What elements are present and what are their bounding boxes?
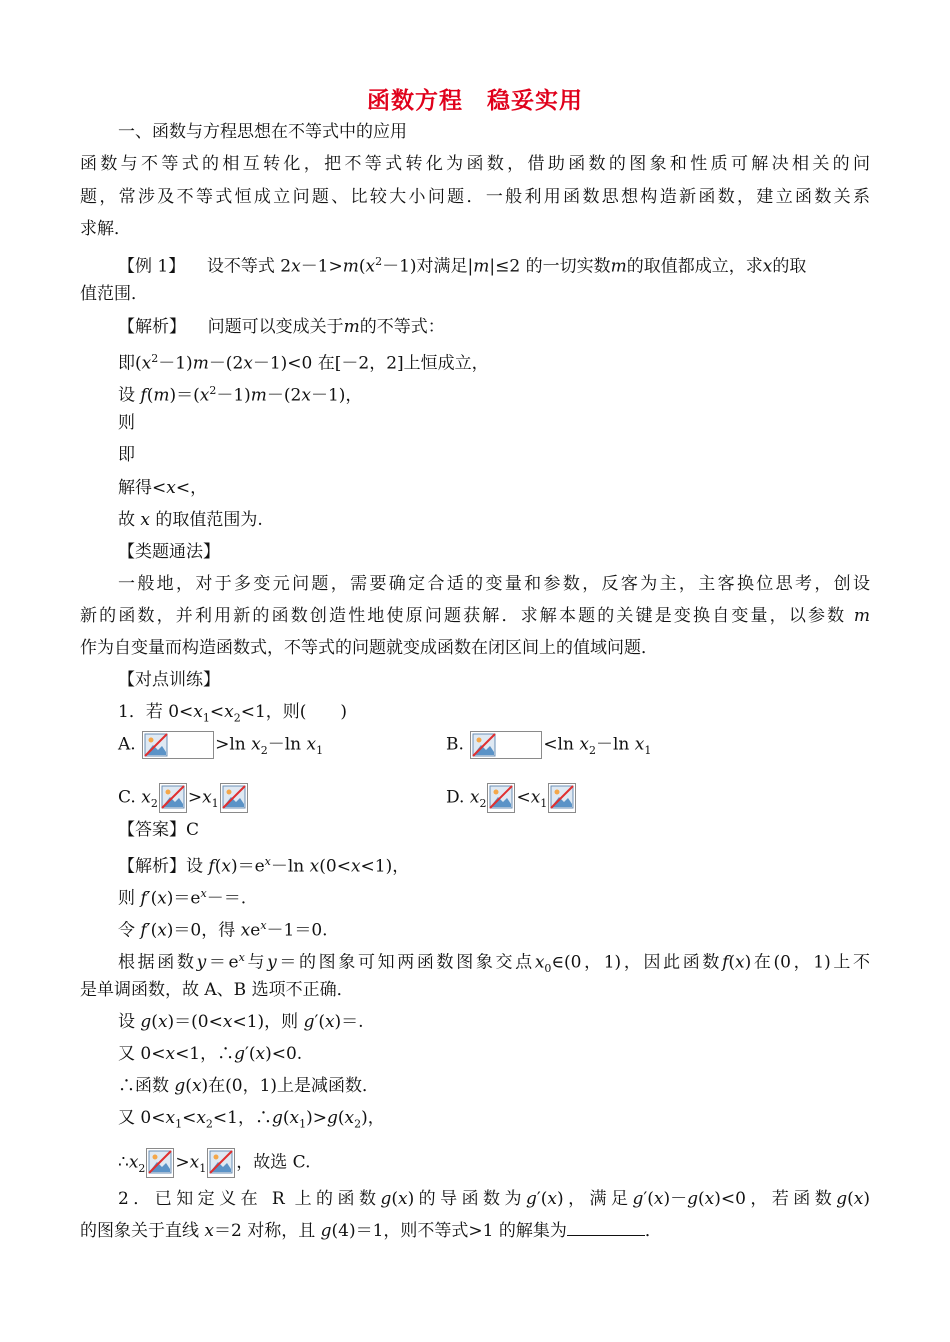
text: < bbox=[209, 702, 225, 722]
analysis-1-line-3: 则 bbox=[118, 413, 135, 433]
page-title: 函数方程 稳妥实用 bbox=[367, 87, 583, 114]
text: (4)＝1，则不等式>1 的解集为 bbox=[331, 1221, 567, 1241]
answer bbox=[118, 818, 199, 842]
var: x bbox=[128, 1152, 139, 1173]
text: 的取值范围为. bbox=[155, 510, 263, 530]
analysis-label: 【解析】 bbox=[118, 856, 186, 877]
broken-image-icon bbox=[146, 1148, 174, 1178]
var: x bbox=[365, 256, 376, 277]
var: x bbox=[397, 1189, 408, 1209]
sub: 2 bbox=[205, 1117, 213, 1131]
var: f bbox=[140, 888, 147, 909]
text: ＝2 对称，且 bbox=[214, 1221, 316, 1241]
text: )在(0，1)上不 bbox=[744, 952, 871, 973]
broken-image-icon bbox=[159, 783, 187, 813]
text: ∴ bbox=[118, 1152, 129, 1173]
text: 设 bbox=[118, 1012, 135, 1032]
var: x bbox=[469, 787, 480, 808]
text: 根据函数 bbox=[118, 952, 197, 973]
sub: 1 bbox=[316, 743, 324, 757]
var: g bbox=[687, 1189, 698, 1209]
text: ． bbox=[644, 1221, 662, 1241]
example-1 bbox=[118, 250, 806, 279]
option-label: B. bbox=[446, 734, 464, 755]
text: ( bbox=[697, 1189, 705, 1209]
text: ) bbox=[863, 1189, 870, 1209]
sub: 2 bbox=[354, 1117, 362, 1131]
sub: 2 bbox=[150, 796, 158, 810]
text: )的导函数为 bbox=[407, 1189, 526, 1209]
text: )＝(0< bbox=[167, 1012, 223, 1032]
text: －1)， bbox=[310, 385, 363, 406]
analysis-2-line-10 bbox=[118, 1148, 310, 1181]
text: )> bbox=[306, 1108, 327, 1128]
analysis-1-line-2 bbox=[118, 379, 362, 408]
text: 的取 bbox=[772, 256, 807, 277]
method-line-2-wrap bbox=[80, 604, 870, 628]
text: 解得< bbox=[118, 478, 167, 498]
var: x bbox=[196, 1108, 206, 1128]
text: <1，∴ bbox=[212, 1108, 272, 1128]
analysis-1-head bbox=[118, 315, 445, 339]
var: x bbox=[202, 787, 212, 808]
analysis-2-line-7 bbox=[118, 1042, 302, 1066]
text: > bbox=[175, 1152, 190, 1173]
sub: 2 bbox=[260, 743, 268, 757]
text: 则 bbox=[118, 888, 135, 909]
text: < bbox=[516, 787, 531, 808]
text: ( bbox=[151, 1012, 158, 1032]
text: －ln bbox=[270, 856, 305, 877]
sub: 1 bbox=[175, 1117, 183, 1131]
text: )，满足 bbox=[556, 1189, 633, 1209]
intro-line-2: 题，常涉及不等式恒成立问题、比较大小问题．一般利用函数思想构造新函数，建立函数关系 bbox=[80, 187, 870, 207]
text: ( bbox=[391, 1189, 398, 1209]
sub: 2 bbox=[588, 743, 596, 757]
method-label: 【类题通法】 bbox=[118, 542, 220, 562]
analysis-2-line-6 bbox=[118, 1010, 364, 1034]
var: x bbox=[547, 1189, 557, 1209]
sub: 1 bbox=[211, 796, 219, 810]
text: 的不等式： bbox=[359, 317, 445, 337]
method-line-3: 作为自变量而构造函数式，不等式的问题就变成函数在闭区间上的值域问题． bbox=[80, 638, 658, 658]
text: 与 bbox=[244, 952, 268, 973]
text: <1)， bbox=[360, 856, 410, 877]
var: x bbox=[350, 856, 361, 877]
text: ( bbox=[358, 256, 366, 277]
var: x bbox=[141, 353, 152, 374]
answer-value: C bbox=[186, 820, 200, 840]
analysis-1-line-6 bbox=[118, 508, 263, 532]
text: )＝e bbox=[166, 888, 201, 909]
text: 令 bbox=[118, 920, 135, 941]
text: ( bbox=[214, 856, 222, 877]
var: x bbox=[762, 256, 773, 277]
analysis-2-line-2 bbox=[118, 882, 246, 911]
text: )<0. bbox=[265, 1044, 303, 1064]
text: > bbox=[187, 787, 203, 808]
var: x bbox=[193, 702, 203, 722]
text: <1)，则 bbox=[232, 1012, 299, 1032]
text: ( bbox=[282, 1108, 290, 1128]
text: )＝. bbox=[334, 1012, 364, 1032]
var: x bbox=[189, 1152, 200, 1173]
text: e bbox=[250, 920, 261, 941]
example-label: 【例 1】 bbox=[118, 256, 186, 277]
var: x bbox=[579, 734, 589, 755]
text: ′( bbox=[146, 888, 158, 909]
text: )在(0，1)上是减函数． bbox=[201, 1076, 380, 1096]
var: x bbox=[255, 1044, 266, 1064]
sub: 2 bbox=[233, 711, 241, 725]
text: 又 0< bbox=[118, 1044, 166, 1064]
intro-line-1: 函数与不等式的相互转化，把不等式转化为函数，借助函数的图象和性质可解决相关的问 bbox=[80, 154, 870, 174]
analysis-2-line-9 bbox=[118, 1106, 385, 1136]
sub: 2 bbox=[479, 796, 487, 810]
var: g bbox=[632, 1189, 644, 1209]
var: y bbox=[267, 952, 277, 973]
text: ′( bbox=[314, 1012, 325, 1032]
var: x bbox=[221, 856, 231, 877]
text: －ln bbox=[267, 734, 302, 755]
training-label: 【对点训练】 bbox=[118, 670, 220, 690]
question-2-line-1 bbox=[118, 1187, 870, 1211]
var: x bbox=[291, 256, 301, 277]
var: y bbox=[196, 952, 207, 973]
var: m bbox=[342, 256, 359, 277]
intro-line-3: 求解． bbox=[80, 219, 131, 239]
broken-image-icon bbox=[207, 1148, 235, 1178]
text: 问题可以变成关于 bbox=[207, 317, 344, 337]
var: g bbox=[271, 1108, 283, 1128]
text: ，故选 C. bbox=[236, 1152, 311, 1173]
text: －1) bbox=[158, 353, 193, 374]
text: ∈(0，1)，因此函数 bbox=[551, 952, 723, 973]
text: －ln bbox=[595, 734, 630, 755]
broken-image-icon bbox=[487, 783, 515, 813]
var: m bbox=[192, 353, 209, 374]
text: 即( bbox=[118, 353, 142, 374]
sub: 0 bbox=[544, 962, 552, 976]
var: x bbox=[306, 734, 317, 755]
option-d[interactable] bbox=[446, 783, 577, 816]
analysis-2-line-8 bbox=[118, 1074, 379, 1098]
text: 又 0< bbox=[118, 1108, 166, 1128]
var: g bbox=[303, 1012, 315, 1032]
var: x bbox=[260, 919, 267, 932]
var: x bbox=[735, 952, 745, 973]
var: m bbox=[853, 606, 870, 626]
var: g bbox=[234, 1044, 246, 1064]
analysis-2-line-4 bbox=[118, 946, 870, 981]
analysis-1-line-5 bbox=[118, 476, 207, 500]
section-heading: 一、函数与方程思想在不等式中的应用 bbox=[118, 122, 407, 142]
var: x bbox=[200, 887, 207, 900]
text: ∴函数 bbox=[118, 1076, 169, 1096]
var: g bbox=[174, 1076, 186, 1096]
option-a[interactable] bbox=[118, 731, 323, 763]
analysis-2-line-3 bbox=[118, 914, 328, 943]
text: －1> bbox=[300, 256, 343, 277]
var: x bbox=[166, 478, 176, 498]
text: )＝0，得 bbox=[166, 920, 236, 941]
var: x bbox=[165, 1108, 176, 1128]
text: 设不等式 2 bbox=[206, 256, 292, 277]
var: x bbox=[165, 1044, 176, 1064]
sub: 1 bbox=[299, 1117, 307, 1131]
var: f bbox=[140, 385, 147, 406]
text: <1，∴ bbox=[175, 1044, 235, 1064]
method-line-1: 一般地，对于多变元问题，需要确定合适的变量和参数，反客为主，主客换位思考，创设 bbox=[118, 574, 870, 594]
sub: 1 bbox=[202, 711, 210, 725]
method-line-2: 新的函数，并利用新的函数创造性地使原问题获解．求解本题的关键是变换自变量，以参数 bbox=[80, 606, 847, 626]
var: g bbox=[836, 1189, 848, 1209]
text: ′( bbox=[536, 1189, 548, 1209]
option-b[interactable] bbox=[446, 731, 651, 763]
broken-image-icon bbox=[142, 731, 214, 759]
sub: 1 bbox=[644, 743, 652, 757]
var: m bbox=[343, 317, 360, 337]
var: x bbox=[324, 1012, 335, 1032]
var: x bbox=[653, 1189, 664, 1209]
var: x bbox=[157, 920, 167, 941]
var: g bbox=[320, 1221, 332, 1241]
option-c[interactable] bbox=[118, 783, 249, 816]
text: －1＝0. bbox=[266, 920, 328, 941]
var: m bbox=[153, 385, 170, 406]
broken-image-icon bbox=[470, 731, 542, 759]
var: x bbox=[243, 353, 253, 374]
var: x bbox=[309, 856, 320, 877]
question-1 bbox=[118, 700, 347, 730]
broken-image-icon bbox=[548, 783, 576, 813]
var: g bbox=[326, 1108, 338, 1128]
text: ＝e bbox=[206, 952, 239, 973]
var: x bbox=[240, 920, 251, 941]
var: x bbox=[530, 787, 541, 808]
text: 1．若 0< bbox=[118, 702, 194, 722]
text: －1)<0 在[－2，2]上恒成立， bbox=[252, 353, 489, 374]
text: ＝的图象可知两函数图象交点 bbox=[276, 952, 535, 973]
var: x bbox=[264, 855, 271, 868]
var: x bbox=[224, 702, 234, 722]
var: g bbox=[140, 1012, 152, 1032]
var: x bbox=[344, 1108, 355, 1128]
var: g bbox=[380, 1189, 392, 1209]
option-label: A. bbox=[118, 734, 136, 755]
var: x bbox=[251, 734, 261, 755]
analysis-2-line-1 bbox=[118, 850, 409, 879]
var: f bbox=[208, 856, 215, 877]
example-1-line-2: 值范围． bbox=[80, 284, 148, 304]
sub: 2 bbox=[138, 1161, 146, 1175]
text: －1)对满足| bbox=[382, 256, 474, 277]
analysis-1-line-4: 即 bbox=[118, 445, 135, 465]
option-label: C. bbox=[118, 787, 136, 808]
analysis-2-line-5: 是单调函数，故 A、B 选项不正确． bbox=[80, 980, 354, 1000]
exp: 2 bbox=[209, 384, 217, 397]
var: x bbox=[141, 787, 151, 808]
text: (0< bbox=[319, 856, 351, 877]
var: x bbox=[222, 1012, 233, 1032]
text: ( bbox=[185, 1076, 192, 1096]
text: )＝( bbox=[169, 385, 200, 406]
text: ′( bbox=[245, 1044, 256, 1064]
exp: 2 bbox=[375, 255, 383, 268]
var: m bbox=[250, 385, 267, 406]
text: <ln bbox=[543, 734, 574, 755]
text: < bbox=[182, 1108, 197, 1128]
question-2-line-2 bbox=[80, 1219, 662, 1243]
text: ( bbox=[728, 952, 736, 973]
var: m bbox=[473, 256, 490, 277]
analysis-label: 【解析】 bbox=[118, 317, 186, 337]
text: 的图象关于直线 bbox=[80, 1221, 199, 1241]
text: |≤2 的一切实数 bbox=[489, 256, 611, 277]
text: )<0，若函数 bbox=[714, 1189, 837, 1209]
var: x bbox=[157, 888, 167, 909]
text: ( bbox=[847, 1189, 854, 1209]
text: 设 bbox=[118, 385, 135, 406]
text: )， bbox=[361, 1108, 385, 1128]
exp: 2 bbox=[151, 352, 159, 365]
var: x bbox=[204, 1221, 214, 1241]
var: x bbox=[634, 734, 645, 755]
broken-image-icon bbox=[220, 783, 248, 813]
var: x bbox=[289, 1108, 300, 1128]
text: )－ bbox=[663, 1189, 688, 1209]
var: x bbox=[853, 1189, 864, 1209]
analysis-1-line-1 bbox=[118, 347, 489, 376]
var: x bbox=[191, 1076, 202, 1096]
var: f bbox=[140, 920, 147, 941]
text: 的取值都成立，求 bbox=[626, 256, 763, 277]
text: 2．已知定义在 R 上的函数 bbox=[118, 1189, 381, 1209]
answer-label: 【答案】 bbox=[118, 820, 186, 840]
text: ′( bbox=[146, 920, 158, 941]
text: >ln bbox=[215, 734, 246, 755]
sub: 1 bbox=[199, 1161, 207, 1175]
var: f bbox=[722, 952, 729, 973]
text: <， bbox=[175, 478, 208, 498]
var: x bbox=[534, 952, 545, 973]
var: x bbox=[301, 385, 311, 406]
text: ( bbox=[337, 1108, 345, 1128]
text: －(2 bbox=[208, 353, 244, 374]
var: x bbox=[140, 510, 150, 530]
text: －(2 bbox=[266, 385, 302, 406]
text: －＝. bbox=[206, 888, 247, 909]
text: 设 bbox=[186, 856, 203, 877]
text: ( bbox=[146, 385, 154, 406]
var: x bbox=[157, 1012, 168, 1032]
text: 故 bbox=[118, 510, 135, 530]
var: x bbox=[199, 385, 210, 406]
text: ′( bbox=[643, 1189, 654, 1209]
var: g bbox=[525, 1189, 537, 1209]
text: <1，则( ) bbox=[240, 702, 348, 722]
sub: 1 bbox=[540, 796, 548, 810]
option-label: D. bbox=[446, 787, 465, 808]
answer-blank[interactable] bbox=[567, 1219, 645, 1236]
var: m bbox=[610, 256, 627, 277]
text: )＝e bbox=[230, 856, 265, 877]
var: x bbox=[704, 1189, 715, 1209]
var: x bbox=[238, 951, 245, 964]
text: －1) bbox=[216, 385, 251, 406]
